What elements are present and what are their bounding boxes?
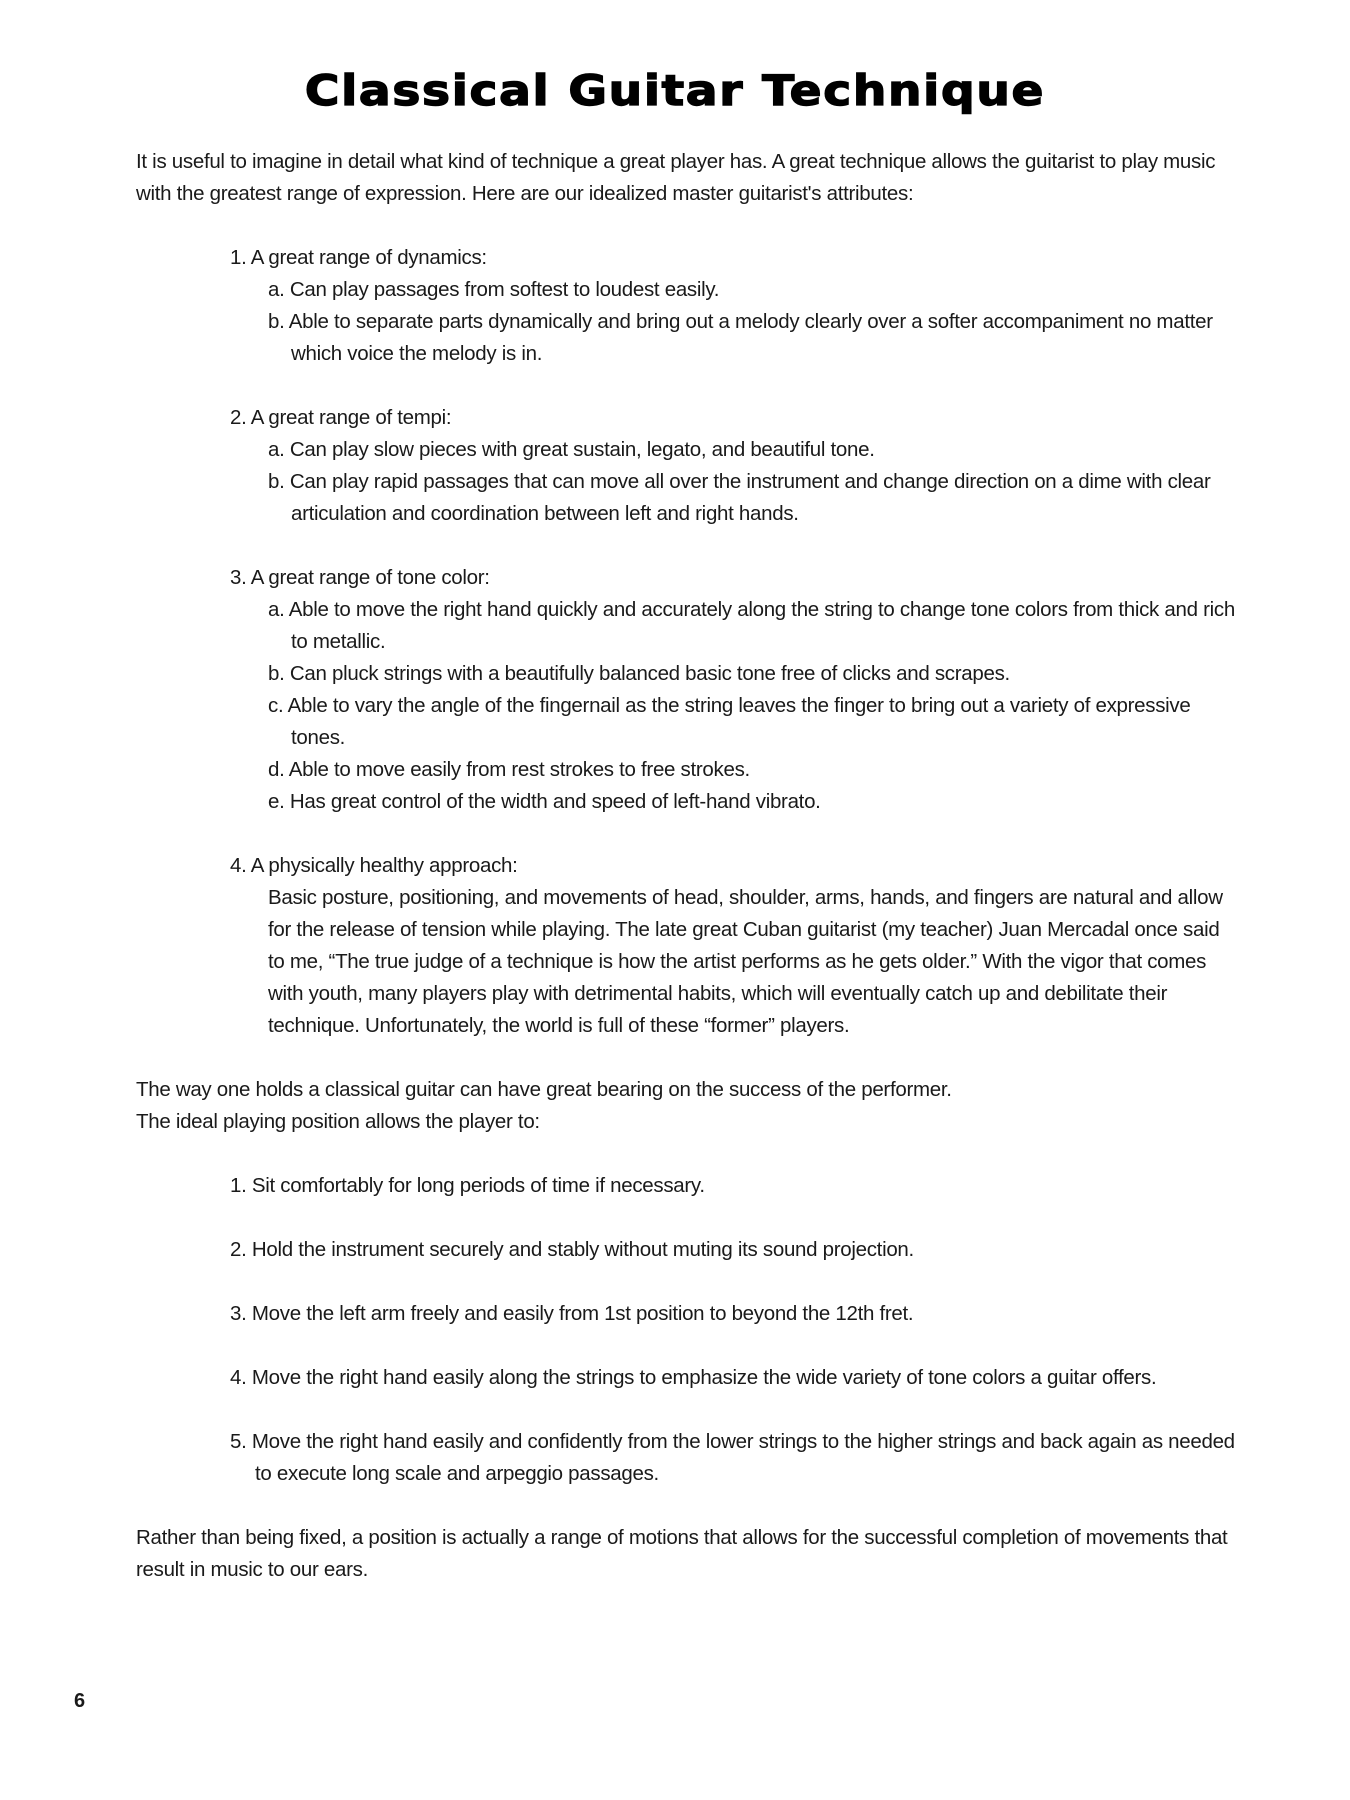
page-number: 6 [74, 1690, 86, 1712]
sub-item: b. Can pluck strings with a beautifully balanced basic tone free of clicks and scrapes. [268, 662, 1010, 685]
page-title: Classical Guitar Technique [304, 66, 1046, 115]
attribute-sublist [268, 274, 1236, 370]
page-body [136, 146, 1236, 1586]
position-list [230, 1170, 1236, 1490]
conclusion-paragraph: Rather than being fixed, a position is actually a range of motions that allows for the successful completion of movements that result in music to our ears. [136, 1526, 1228, 1581]
attribute-sublist [268, 434, 1236, 530]
position-intro-line-1: The way one holds a classical guitar can have great bearing on the success of the performer. [136, 1078, 952, 1101]
position-item: 3. Move the left arm freely and easily from 1st position to beyond the 12th fret. [230, 1302, 914, 1325]
sub-item: a. Able to move the right hand quickly and accurately along the string to change tone colors from thick and rich to metallic. [268, 598, 1235, 653]
sub-item: b. Can play rapid passages that can move all over the instrument and change direction on a dime with clear articulation and coordination between left and right hands. [268, 470, 1211, 525]
position-item: 2. Hold the instrument securely and stably without muting its sound projection. [230, 1238, 914, 1261]
attribute-heading: 1. A great range of dynamics: [230, 246, 487, 269]
attribute-item [230, 242, 1236, 370]
sub-item: a. Can play passages from softest to loudest easily. [268, 278, 720, 301]
position-item: 4. Move the right hand easily along the strings to emphasize the wide variety of tone colors a guitar offers. [230, 1366, 1157, 1389]
sub-item: b. Able to separate parts dynamically and bring out a melody clearly over a softer accompaniment no matter which voice the melody is in. [268, 310, 1213, 365]
position-item: 5. Move the right hand easily and confidently from the lower strings to the higher strings and back again as needed to execute long scale and arpeggio passages. [230, 1430, 1235, 1485]
attribute-heading: 4. A physically healthy approach: [230, 854, 518, 877]
attribute-item [230, 850, 1236, 1042]
attribute-paragraph: Basic posture, positioning, and movements of head, shoulder, arms, hands, and fingers are natural and allow for the release of tension while playing. The late great Cuban guitarist (my teacher) Juan Mercadal once said to me, “The true judge of a technique is how the artist performs as he gets older.” With the vigor that comes with youth, many players play with detrimental habits, which will eventually catch up and debilitate their technique. Unfortunately, the world is full of these “former” players. [268, 886, 1223, 1037]
attribute-heading: 2. A great range of tempi: [230, 406, 452, 429]
position-item: 1. Sit comfortably for long periods of time if necessary. [230, 1174, 705, 1197]
attribute-item [230, 402, 1236, 530]
sub-item: e. Has great control of the width and speed of left-hand vibrato. [268, 790, 821, 813]
attribute-sublist [268, 594, 1236, 818]
attributes-list [230, 242, 1236, 1042]
sub-item: c. Able to vary the angle of the fingernail as the string leaves the finger to bring out a variety of expressive tones. [268, 694, 1191, 749]
intro-paragraph: It is useful to imagine in detail what kind of technique a great player has. A great technique allows the guitarist to play music with the greatest range of expression. Here are our idealized master guitarist's attributes: [136, 150, 1216, 205]
sub-item: d. Able to move easily from rest strokes to free strokes. [268, 758, 750, 781]
attribute-item [230, 562, 1236, 818]
sub-item: a. Can play slow pieces with great sustain, legato, and beautiful tone. [268, 438, 875, 461]
position-intro-line-2: The ideal playing position allows the player to: [136, 1110, 540, 1133]
attribute-heading: 3. A great range of tone color: [230, 566, 490, 589]
